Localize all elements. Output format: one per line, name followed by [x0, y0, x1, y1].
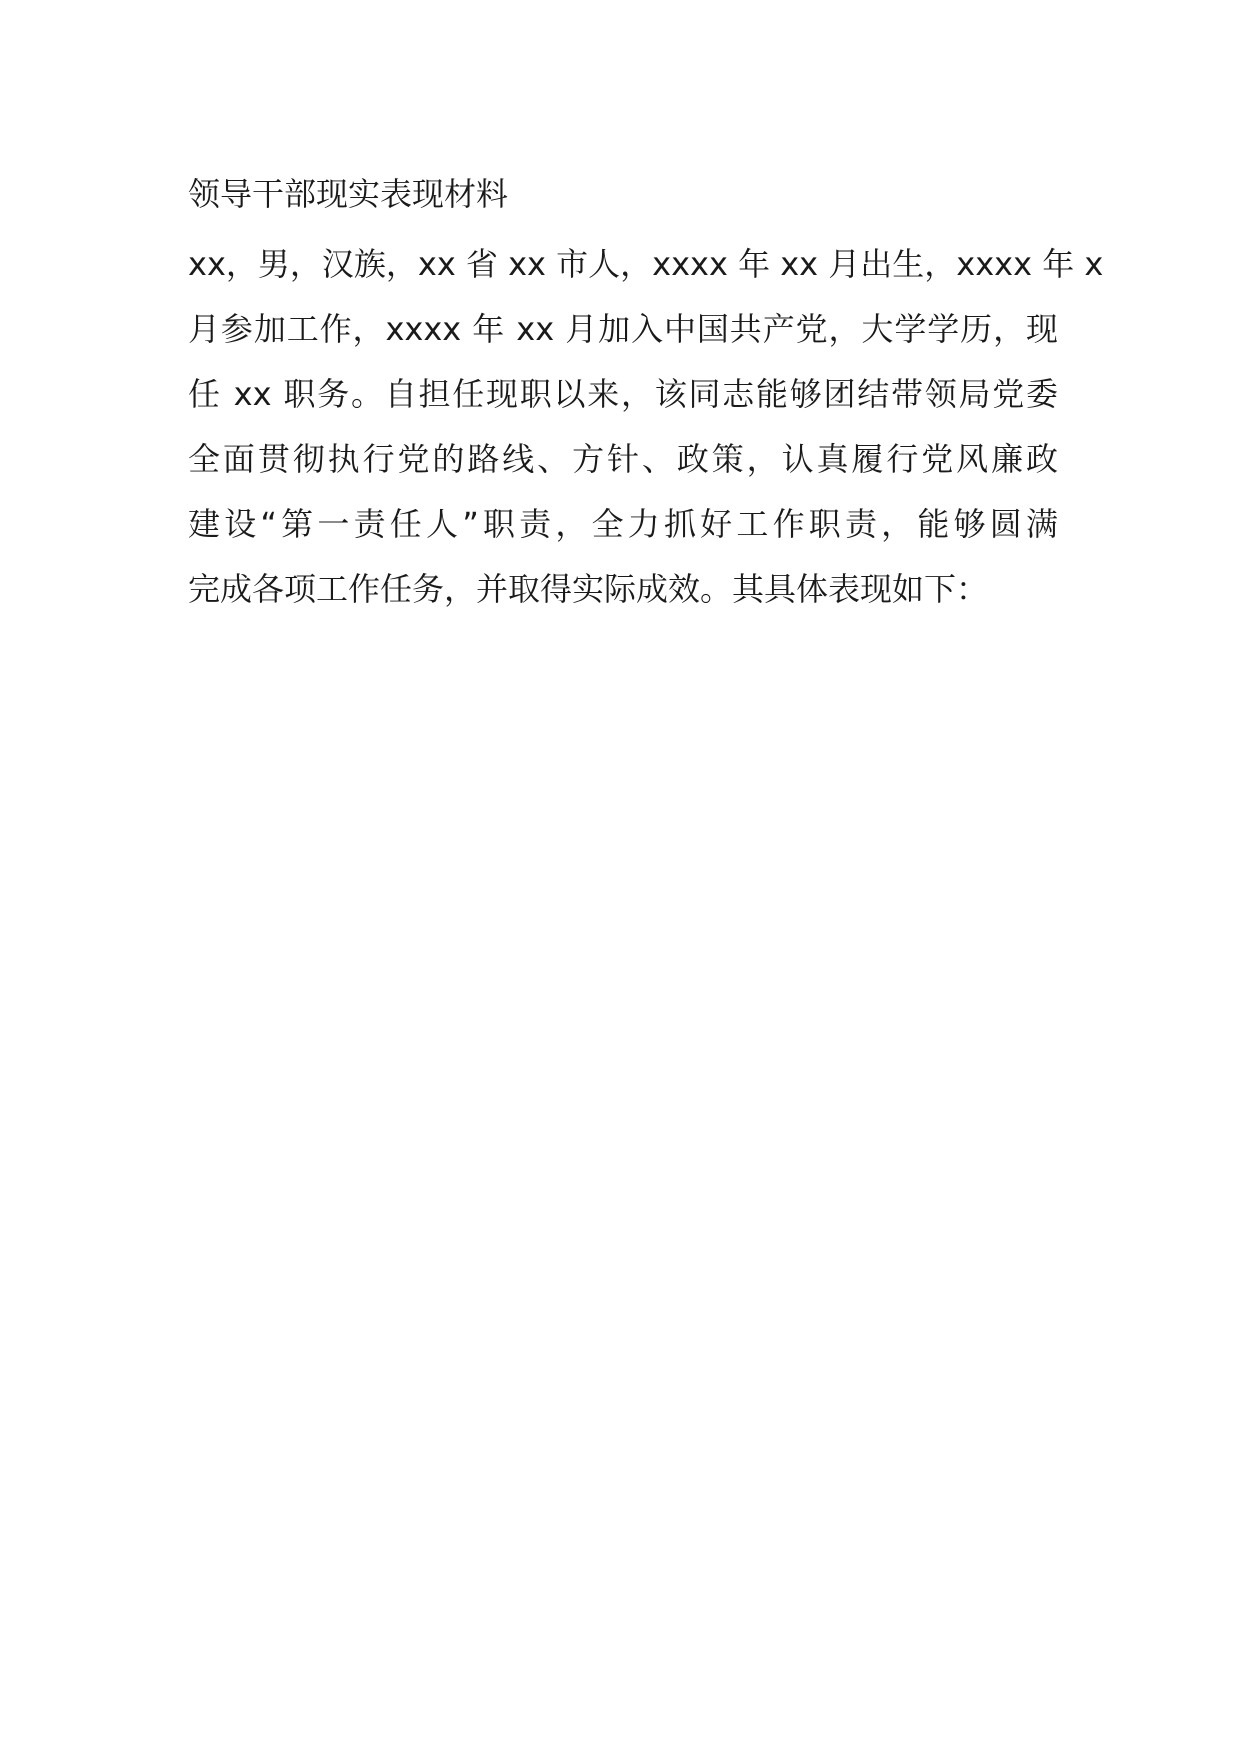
- paragraph-line: 完成各项工作任务，并取得实际成效。其具体表现如下：: [188, 570, 989, 608]
- document-title: 领导干部现实表现材料: [188, 175, 509, 213]
- paragraph-line: 月参加工作，xxxx 年 xx 月加入中国共产党，大学学历，现: [188, 310, 1058, 348]
- paragraph-line: 全面贯彻执行党的路线、方针、政策，认真履行党风廉政: [188, 440, 1058, 478]
- paragraph-line: xx，男，汉族，xx 省 xx 市人，xxxx 年 xx 月出生，xxxx 年 x: [188, 245, 1104, 283]
- paragraph-line: 建设“第一责任人”职责，全力抓好工作职责，能够圆满: [188, 505, 1058, 543]
- body-paragraph: [188, 232, 1104, 622]
- paragraph-line: 任 xx 职务。自担任现职以来，该同志能够团结带领局党委: [188, 375, 1058, 413]
